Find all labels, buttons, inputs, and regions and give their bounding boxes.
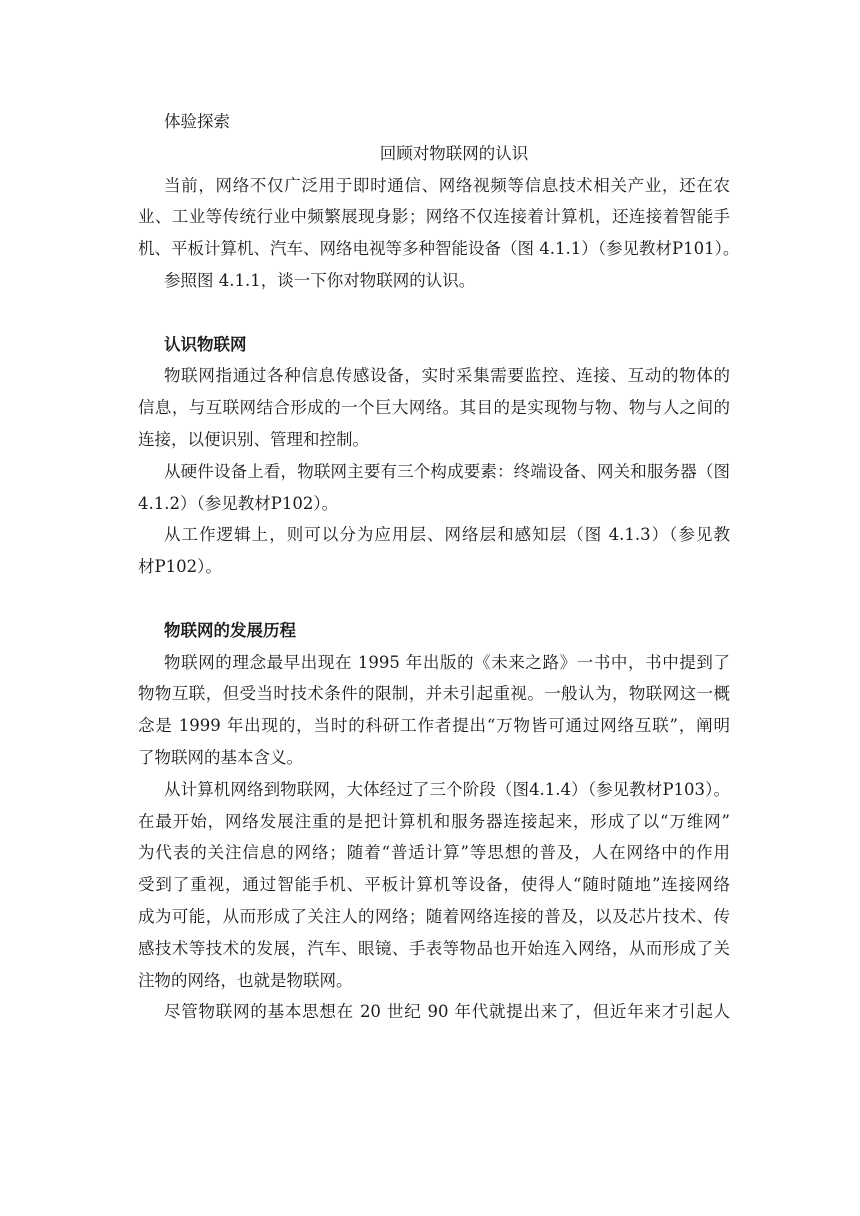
know-heading: 认识物联网 [164, 334, 247, 354]
paragraph-line: 注物的网络，也就是物联网。 [138, 970, 353, 990]
know-paragraph-1 [138, 360, 730, 455]
paragraph-line: 了物联网的基本含义。 [138, 747, 303, 767]
know-paragraph-2 [138, 456, 730, 520]
paragraph-line: 当前，网络不仅广泛用于即时通信、网络视频等信息技术相关产业，还在农 [164, 175, 730, 195]
paragraph-line: 物联网指通过各种信息传感设备，实时采集需要监控、连接、互动的物体的 [164, 366, 730, 386]
paragraph-line: 连接，以便识别、管理和控制。 [138, 429, 369, 449]
paragraph-line: 受到了重视，通过智能手机、平板计算机等设备，使得人“随时随地”连接网络 [138, 875, 730, 895]
paragraph-line: 从工作逻辑上，则可以分为应用层、网络层和感知层（图 4.1.3）（参见教 [164, 525, 730, 545]
paragraph-line: 从计算机网络到物联网，大体经过了三个阶段（图4.1.4）（参见教材P103）。 [164, 779, 730, 799]
paragraph-line: 为代表的关注信息的网络；随着“普适计算”等思想的普及，人在网络中的作用 [138, 843, 730, 863]
paragraph-line: 物联网的理念最早出现在 1995 年出版的《未来之路》一书中，书中提到了 [164, 652, 730, 672]
paragraph-line: 从硬件设备上看，物联网主要有三个构成要素：终端设备、网关和服务器（图 [164, 461, 730, 481]
paragraph-line: 材P102）。 [138, 557, 222, 577]
history-heading: 物联网的发展历程 [164, 620, 296, 640]
section-gap [138, 297, 730, 329]
paragraph-line: 4.1.2）（参见教材P102）。 [138, 493, 339, 513]
paragraph-line: 感技术等技术的发展，汽车、眼镜、手表等物品也开始连入网络，从而形成了关 [138, 938, 730, 958]
paragraph-line: 物物互联，但受当时技术条件的限制，并未引起重视。一般认为，物联网这一概 [138, 684, 730, 704]
explore-label: 体验探索 [164, 112, 230, 131]
paragraph-line: 机、平板计算机、汽车、网络电视等多种智能设备（图 4.1.1）（参见教材P101）。 [138, 239, 740, 259]
paragraph-line: 念是 1999 年出现的，当时的科研工作者提出“万物皆可通过网络互联”，阐明 [138, 716, 730, 736]
explore-title: 回顾对物联网的认识 [379, 143, 529, 163]
section-gap [138, 583, 730, 615]
history-paragraph-3 [138, 996, 730, 1028]
know-paragraph-3 [138, 519, 730, 583]
paragraph-line: 在最开始，网络发展注重的是把计算机和服务器连接起来，形成了以“万维网” [138, 811, 730, 831]
paragraph-line: 信息，与互联网结合形成的一个巨大网络。其目的是实现物与物、物与人之间的 [138, 398, 730, 418]
paragraph-line: 尽管物联网的基本思想在 20 世纪 90 年代就提出来了，但近年来才引起人 [164, 1002, 730, 1022]
paragraph-line: 成为可能，从而形成了关注人的网络；随着网络连接的普及，以及芯片技术、传 [138, 906, 730, 926]
document-page [138, 106, 740, 1028]
history-paragraph-2 [138, 774, 730, 997]
explore-paragraph-1 [138, 170, 740, 265]
explore-paragraph-2: 参照图 4.1.1，谈一下你对物联网的认识。 [164, 270, 476, 290]
paragraph-line: 业、工业等传统行业中频繁展现身影；网络不仅连接着计算机，还连接着智能手 [138, 207, 730, 227]
history-paragraph-1 [138, 647, 730, 774]
